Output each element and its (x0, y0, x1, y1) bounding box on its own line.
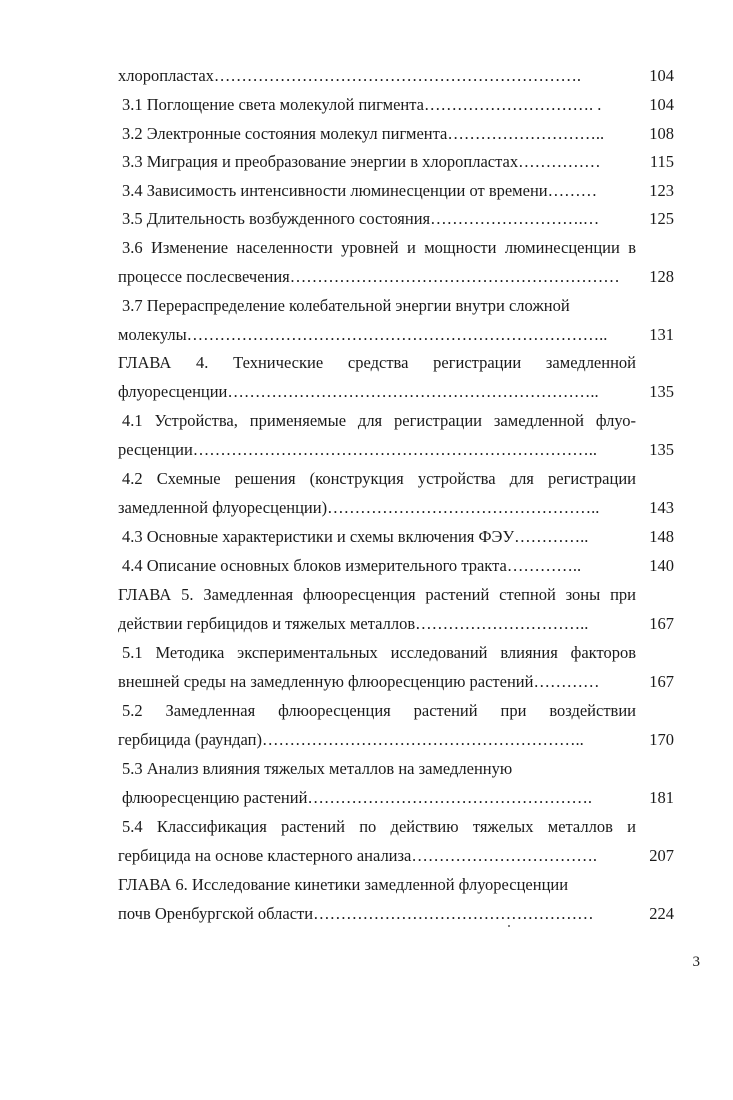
toc-line: 3.1 Поглощение света молекулой пигмента…………………………. . (122, 95, 602, 114)
toc-line: 3.7 Перераспределение колебательной энергии внутри сложной (122, 296, 570, 315)
toc-page-number: 125 (649, 209, 674, 228)
toc-page-number: 143 (649, 498, 674, 517)
toc-line: флуоресценции………………………………………………………….. (118, 382, 599, 401)
toc-line: почв Оренбургской области…………………………………………… (118, 904, 594, 923)
toc-line: замедленной флуоресценции)………………………………………….. (118, 498, 600, 517)
toc-page-number: 108 (649, 124, 674, 143)
toc-line: ГЛАВА 5. Замедленная флюоресценция растений степной зоны при (118, 585, 636, 604)
toc-page-number: 104 (649, 66, 674, 85)
toc-line: 5.4 Классификация растений по действию тяжелых металлов и (122, 817, 636, 836)
toc-line: 5.1 Методика экспериментальных исследований влияния факторов (122, 643, 636, 662)
toc-line: гербицида на основе кластерного анализа……………………………. (118, 846, 597, 865)
toc-line: 3.5 Длительность возбужденного состояния……………………….… (122, 209, 600, 228)
toc-line: 3.2 Электронные состояния молекул пигмента……………………….. (122, 124, 605, 143)
toc-line: молекулы………………………………………………………………….. (118, 325, 608, 344)
scan-speck (508, 925, 510, 927)
toc-page-number: 123 (649, 181, 674, 200)
toc-page-number: 167 (649, 614, 674, 633)
toc-line: действии гербицидов и тяжелых металлов………………………….. (118, 614, 589, 633)
toc-line: 5.3 Анализ влияния тяжелых металлов на замедленную (122, 759, 513, 778)
toc-line: 5.2 Замедленная флюоресценция растений при воздействии (122, 701, 636, 720)
toc-line: 3.6 Изменение населенности уровней и мощности люминесценции в (122, 238, 636, 257)
toc-line: ГЛАВА 6. Исследование кинетики замедленной флуоресценции (118, 875, 569, 894)
toc-line: процессе послесвечения…………………………………………………… (118, 267, 620, 286)
toc-page-number: 148 (649, 527, 674, 546)
toc-page-number: 207 (649, 846, 674, 865)
toc-page-number: 224 (649, 904, 674, 923)
toc-line: 4.4 Описание основных блоков измерительного тракта………….. (122, 556, 582, 575)
toc-line: 3.4 Зависимость интенсивности люминесценции от времени……… (122, 181, 598, 200)
toc-page-number: 131 (649, 325, 674, 344)
toc-line: 4.2 Схемные решения (конструкция устройства для регистрации (122, 469, 636, 488)
toc-line: гербицида (раундап)………………………………………………….. (118, 730, 584, 749)
toc-page-number: 128 (649, 267, 674, 286)
toc-page-number: 167 (649, 672, 674, 691)
toc-page-number: 135 (649, 382, 674, 401)
toc-line: внешней среды на замедленную флюоресценцию растений………… (118, 672, 600, 691)
toc-page-number: 115 (649, 152, 674, 171)
toc-line: хлоропластах…………………………………………………………. (118, 66, 582, 85)
toc-page-number: 135 (649, 440, 674, 459)
toc-page-number: 104 (649, 95, 674, 114)
toc-line: ГЛАВА 4. Технические средства регистрации замедленной (118, 353, 636, 372)
toc-line: 4.3 Основные характеристики и схемы включения ФЭУ………….. (122, 527, 589, 546)
toc-page-number: 140 (649, 556, 674, 575)
toc-page-number: 170 (649, 730, 674, 749)
toc-page-number: 181 (649, 788, 674, 807)
toc-line: 4.1 Устройства, применяемые для регистрации замедленной флуо- (122, 411, 636, 430)
toc-line: 3.3 Миграция и преобразование энергии в хлоропластах…………… (122, 152, 601, 171)
page-folio-number: 3 (692, 954, 700, 970)
toc-line: ресценции……………………………………………………………….. (118, 440, 598, 459)
toc-line: флюоресценцию растений……………………………………………. (122, 788, 593, 807)
